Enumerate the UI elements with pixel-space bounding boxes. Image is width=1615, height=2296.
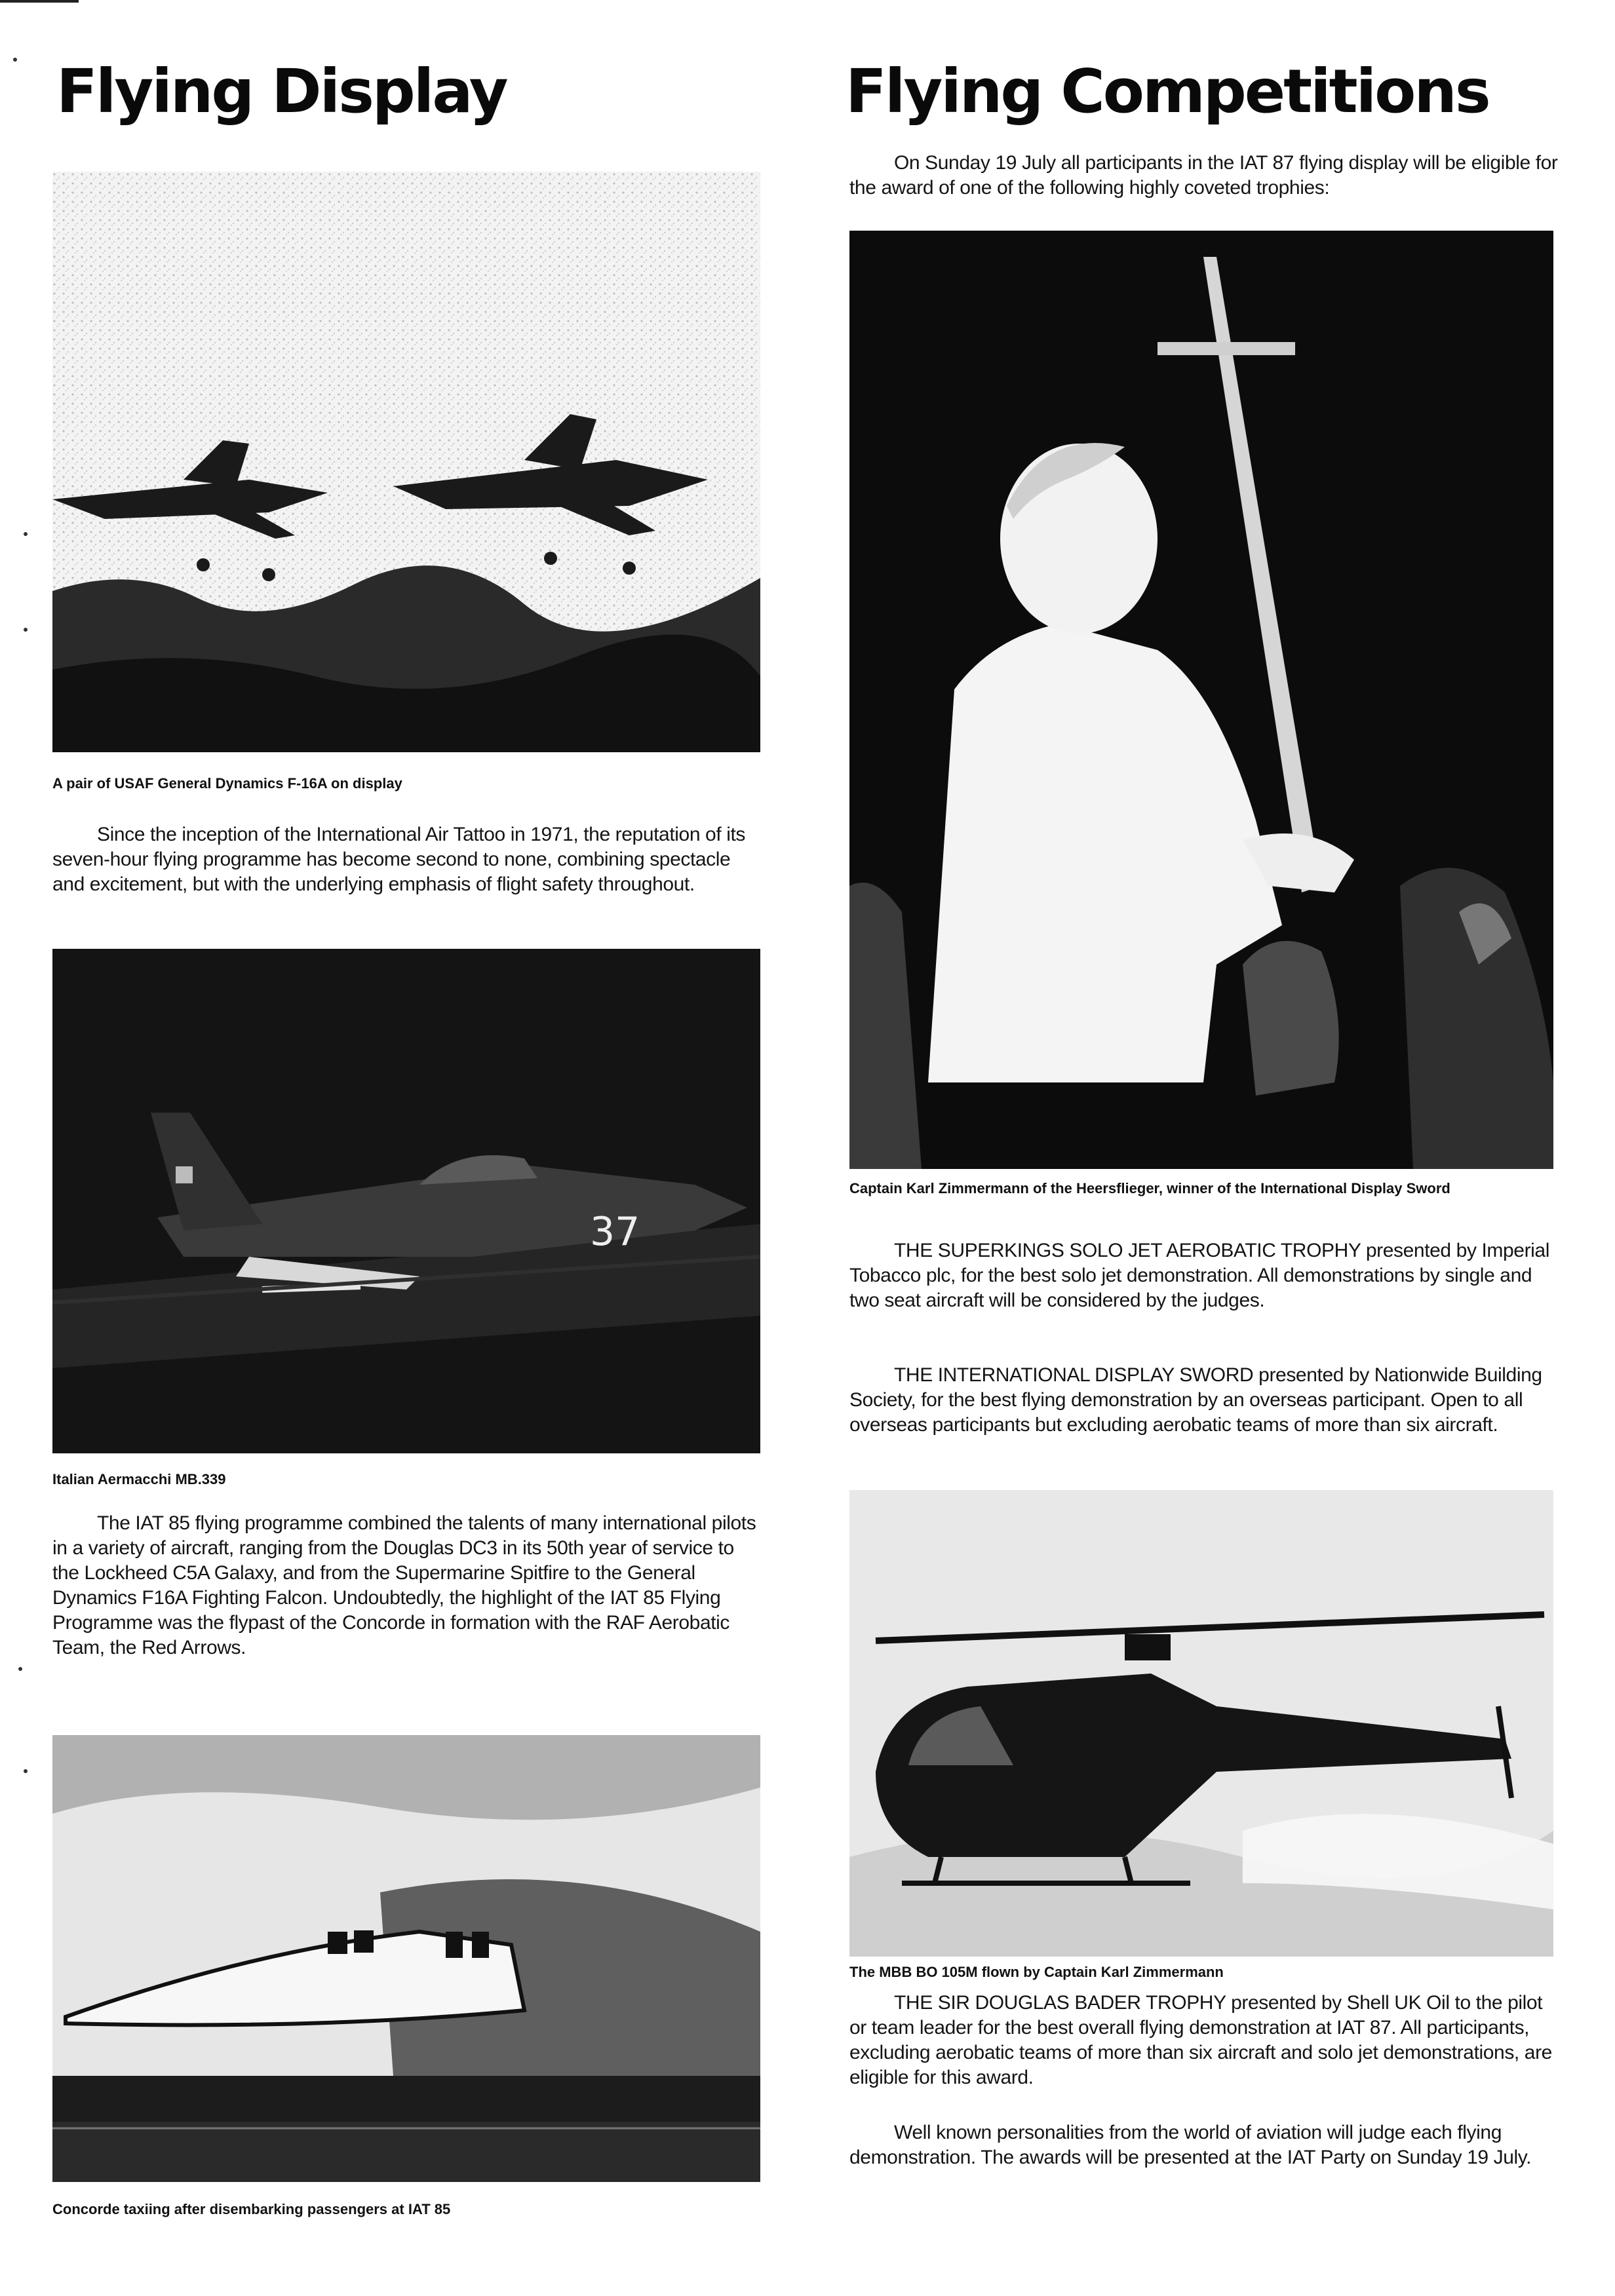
concorde-photo-caption: Concorde taxiing after disembarking passengers at IAT 85 xyxy=(52,2201,451,2217)
aermacchi-photo-caption: Italian Aermacchi MB.339 xyxy=(52,1471,226,1487)
flying-display-title: Flying Display xyxy=(56,56,507,126)
scan-speck xyxy=(13,58,17,62)
bo105-photo-caption: The MBB BO 105M flown by Captain Karl Zimmermann xyxy=(849,1964,1224,1980)
left-paragraph-1: Since the inception of the International Air Tattoo in 1971, the reputation of its seven-hour flying programme has become second to none, combining spectacle and excitement, but with the underlying emphasis of flight safety throughout. xyxy=(52,824,746,895)
flying-competitions-title: Flying Competitions xyxy=(846,56,1489,126)
bader-trophy-paragraph: THE SIR DOUGLAS BADER TROPHY presented by Shell UK Oil to the pilot or team leader for the best overall flying demonstration at IAT 87. All participants, excluding aerobatic teams of more than six aircraft and solo jet demonstrations, are eligible for this award. xyxy=(849,1992,1552,2088)
aermacchi-photo xyxy=(52,949,760,1453)
scan-speck xyxy=(24,1769,28,1773)
concorde-photo xyxy=(52,1735,760,2182)
scan-edge-line xyxy=(0,0,79,3)
f16-pair-photo xyxy=(52,172,760,752)
judging-paragraph: Well known personalities from the world of aviation will judge each flying demonstration. The awards will be presented at the IAT Party on Sunday 19 July. xyxy=(849,2122,1532,2168)
competitions-intro: On Sunday 19 July all participants in the IAT 87 flying display will be eligible for the award of one of the following highly coveted trophies: xyxy=(849,152,1558,199)
zimmermann-photo-caption: Captain Karl Zimmermann of the Heersflieger, winner of the International Display Sword xyxy=(849,1180,1450,1196)
bo105-helicopter-photo xyxy=(849,1490,1553,1957)
left-paragraph-2: The IAT 85 flying programme combined the talents of many international pilots in a variety of aircraft, ranging from the Douglas DC3 in its 50th year of service to the Lockheed C5A Galaxy, and from the Supermarine Spitfire to the General Dynamics F16A Fighting Falcon. Undoubtedly, the highlight of the IAT 85 Flying Programme was the flypast of the Concorde in formation with the RAF Aerobatic Team, the Red Arrows. xyxy=(52,1512,756,1658)
f16-photo-caption: A pair of USAF General Dynamics F-16A on display xyxy=(52,775,402,792)
zimmermann-sword-photo xyxy=(849,231,1553,1169)
aircraft-tail-code: 37 xyxy=(590,1209,640,1255)
superkings-trophy-paragraph: THE SUPERKINGS SOLO JET AEROBATIC TROPHY presented by Imperial Tobacco plc, for the best solo jet demonstration. All demonstrations by single and two seat aircraft will be considered by the judges. xyxy=(849,1240,1549,1311)
scan-speck xyxy=(24,532,28,536)
scan-speck xyxy=(24,628,28,632)
display-sword-paragraph: THE INTERNATIONAL DISPLAY SWORD presented by Nationwide Building Society, for the best flying demonstration by an overseas participant. Open to all overseas participants but excluding aerobatic teams of more than six aircraft. xyxy=(849,1364,1542,1436)
scan-speck xyxy=(18,1667,22,1671)
